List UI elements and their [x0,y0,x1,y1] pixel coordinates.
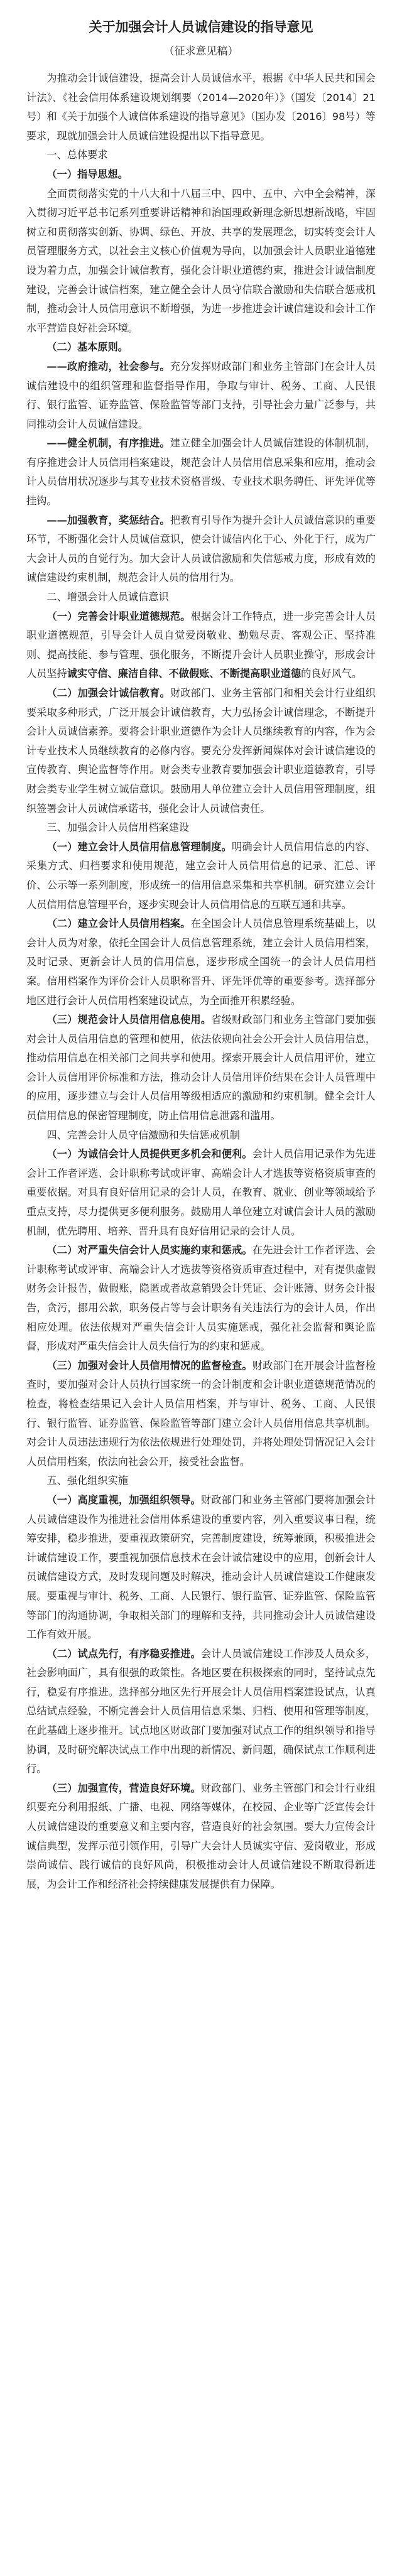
paragraph [26,69,376,146]
document-title: 关于加强会计人员诚信建设的指导意见 [89,19,313,35]
emphasis-text: （一）建立会计人员信用信息管理制度。 [46,840,232,853]
emphasis-text: （一）为诚信会计人员提供更多机会和便利。 [46,1148,253,1161]
body-text: 在先进会计工作者评选、会计职称考试或评审、高端会计人才选拔等资格资质审查过程中，对有提供虚假财务会计报告，做假账，隐匿或者故意销毁会计凭证、会计账簿、财务会计报告，贪污，挪用公款，职务侵占等与会计职务有关违法行为的会计人员，作出相应处理。依法依规对严重失信会计人员实施惩戒，强化社会监督和舆论监督，形成对严重失信会计人员失信行为的约束和惩戒。 [26,1244,376,1353]
emphasis-text: （三）加强宣传，营造良好环境。 [46,1782,201,1794]
body-text: 明确会计人员信用信息的内容、采集方式、归档要求和使用规范，建立会计人员信用信息的记录、汇总、评价、公示等一系列制度，形成统一的信用信息采集和共享机制。研究建立会计人员信用信息管理平台，逐步实现会计人员信用信息的互联互通和共享。 [26,840,376,911]
body-text: 三、加强会计人员信用档案建设 [46,821,190,834]
emphasis-text: 诚实守信、廉洁自律、不做假账、不断提高职业道德 [67,668,302,680]
body-text: 会计人员信用记录作为先进会计工作者评选、会计职称考试或评审、高端会计人才选拔等资格资质审查的重要依据。对具有良好信用记录的会计人员，在教育、就业、创业等领域给予重点支持，尽力提供更多便利服务。鼓励用人单位建立对诚信会计人员的激励机制，优先聘用、培养、晋升具有良好信用记录的会计人员。 [26,1148,376,1237]
emphasis-text: （二）建立会计人员信用档案。 [46,917,191,930]
body-text: 财政部门、业务主管部门和相关会计行业组织要采取多种形式，广泛开展会计诚信教育，大力弘扬会计诚信理念，不断提升会计人员诚信素养。要将会计职业道德作为会计人员继续教育的内容，作为会计专业技术人员继续教育的必修内容。要充分发挥新闻媒体对会计诚信建设的宣传教育、舆论监督等作用。财会类专业教育要加强会计职业道德教育，引导财会类专业学生树立诚信意识。鼓励用人单位建立会计人员信用管理制度，组织签署会计人员诚信承诺书，强化会计人员诚信责任。 [26,687,376,814]
section-heading [26,1126,376,1145]
body-text: 一、总体要求 [46,149,108,161]
paragraph [26,185,376,338]
paragraph [26,1645,376,1779]
section-heading [26,588,376,607]
body-text: 五、强化组织实施 [46,1475,128,1487]
body-text: 二、增强会计人员诚信意识 [46,591,169,603]
body-text: 全面贯彻落实党的十八大和十八届三中、四中、五中、六中全会精神，深入贯彻习近平总书记系列重要讲话精神和治国理政新理念新思想新战略，牢固树立和贯彻落实创新、协调、绿色、开放、共享的发展理念，切实转变会计人员管理服务方式，以社会主义核心价值观为导向，以加强会计人员职业道德建设为着力点，加强会计诚信教育，强化会计职业道德约束，推进会计诚信制度建设，完善会计诚信档案，建立健全会计人员守信联合激励和失信联合惩戒机制，推动会计人员信用意识不断增强，为进一步推进会计诚信建设和会计工作水平营造良好社会环境。 [26,187,376,334]
emphasis-text: ——加强教育，奖惩结合。 [46,514,170,526]
section-heading [26,338,376,357]
body-text: 把教育引导作为提升会计人员诚信意识的重要环节，不断强化会计人员诚信意识，使会计诚信内化于心、外化于行，成为广大会计人员的自觉行为。加大会计人员诚信激励和失信惩戒力度，形成有效的诚信建设约束机制，规范会计人员的信用行为。 [26,514,376,584]
body-text: 为推动会计诚信建设，提高会计人员诚信水平，根据《中华人民共和国会计法》、《社会信用体系建设规划纲要（2014—2020年）》（国发〔2014〕21号）和《关于加强个人诚信体系建设的指导意见》（国办发〔2016〕98号）等要求，现就加强会计人员诚信建设提出以下指导意见。 [26,72,376,142]
document-body [26,69,376,1894]
emphasis-text: ——健全机制，有序推进。 [46,437,170,450]
paragraph [26,1010,376,1126]
body-text: 建立健全加强会计人员诚信建设的体制机制，有序推进会计人员信用档案建设，规范会计人员信用信息采集和应用，推动会计人员信用状况逐步与其专业技术资格晋级、专业技术职务聘任、评先评优等挂钩。 [26,437,376,507]
emphasis-text: （一）指导思想。 [46,168,128,180]
paragraph [26,1356,376,1472]
emphasis-text: （一）高度重视，加强组织领导。 [46,1493,201,1506]
body-text: 四、完善会计人员守信激励和失信惩戒机制 [46,1128,240,1141]
body-text: 根据会计工作特点，进一步完善会计人员职业道德规范，引导会计人员自觉爱岗敬业、勤勉尽责、客观公正、坚持准则、提高技能、参与管理、强化服务，不断提升会计人员职业操守，形成会计人员坚持 [26,610,376,680]
emphasis-text: （三）规范会计人员信用信息使用。 [46,1014,212,1026]
paragraph [26,838,376,914]
section-heading [26,818,376,838]
paragraph [26,357,376,434]
body-text: 会计人员诚信建设工作涉及人员众多，社会影响面广，具有很强的政策性。各地区要在积极探索的同时，坚持试点先行，稳妥有序推进。选择部分地区先行开展会计人员信用档案建设试点，认真总结试点经验，不断完善会计人员信用信息采集、归档、使用和管理等制度，在此基础上逐步推开。试点地区财政部门要加强对试点工作的组织领导和指导协调，及时研究解决试点工作中出现的新情况、新问题，确保试点工作顺利进行。 [26,1647,376,1775]
body-text: 省级财政部门和业务主管部门要加强对会计人员信用信息的管理和使用，依法依规向社会公开会计人员信用信息，推动信用信息在相关部门之间共享和使用。探索开展会计人员信用评价，建立会计人员信用评价标准和方法，推动会计人员信用评价结果在会计人员管理中的应用，逐步建立与会计人员信用等级相适应的激励和约束机制。健全会计人员信用信息的保密管理制度，防止信用信息泄露和滥用。 [26,1014,376,1122]
emphasis-text: （二）对严重失信会计人员实施约束和惩戒。 [46,1244,253,1257]
paragraph [26,684,376,818]
emphasis-text: （一）完善会计职业道德规范。 [46,610,191,622]
paragraph [26,434,376,511]
emphasis-text: （二）加强会计诚信教育。 [46,687,170,699]
paragraph [26,607,376,684]
emphasis-text: （三）加强对会计人员信用情况的监督检查。 [46,1359,253,1372]
body-text: 在全国会计人员信息管理系统基础上，以会计人员为对象，依托全国会计人员信息管理系统，建立会计人员信用档案，及时记录、更新会计人员的信用信息，逐步形成全国统一的会计人员信用档案。信用档案作为评价会计人员职称晋升、评先评优等的重要参考。选择部分地区进行会计人员信用档案建设试点，为全面推开积累经验。 [26,917,376,1007]
paragraph [26,1779,376,1895]
paragraph [26,914,376,1010]
emphasis-text: ——政府推动，社会参与。 [46,360,170,372]
section-heading [26,146,376,165]
body-text: 财政部门和业务主管部门要将加强会计人员诚信建设作为推进社会信用体系建设的重要内容，列入重要议事日程，统筹安排，稳步推进，要重视政策研究，完善制度建设，统筹兼顾，积极推进会计诚信建设工作，要重视加强信息技术在会计诚信建设中的应用，创新会计人员诚信建设方式，及时发现问题及时解决，推动会计人员诚信建设工作健康发展。要重视与审计、税务、工商、人民银行、银行监管、证券监管、保险监管等部门的沟通协调，争取相关部门的理解和支持，共同推动会计人员诚信建设工作有效开展。 [26,1493,376,1641]
emphasis-text: （二）试点先行，有序稳妥推进。 [46,1647,201,1660]
section-heading [26,165,376,185]
body-text: 财政部门在开展会计监督检查时，要加强对会计人员执行国家统一的会计制度和会计职业道德规范情况的检查，将检查结果记入会计人员信用档案，并与审计、税务、工商、人民银行、银行监管、证券监管、保险监管等部门建立会计人员信用信息共享机制。对会计人员违法违规行为依法依规进行处理处罚，并将处理处罚情况记入会计人员信用档案，依法向社会公开，接受社会监督。 [26,1359,376,1468]
paragraph [26,1491,376,1645]
paragraph [26,1241,376,1356]
body-text: 财政部门、业务主管部门和会计行业组织要充分利用报纸、广播、电视、网络等媒体，在校园、企业等广泛宣传会计人员诚信建设的重要意义和主要内容，营造良好的社会氛围。要大力宣传会计诚信典型，发挥示范引领作用，引导广大会计人员诚实守信、爱岗敬业，形成崇尚诚信、践行诚信的良好风尚，积极推动会计人员诚信建设不断取得新进展，为会计工作和经济社会持续健康发展提供有力保障。 [26,1782,376,1890]
body-text: 的良好风气。 [301,668,362,680]
paragraph [26,1145,376,1241]
document-subtitle: （征求意见稿） [163,45,239,58]
emphasis-text: （二）基本原则。 [46,341,128,354]
section-heading [26,1471,376,1491]
body-text: 充分发挥财政部门和业务主管部门在会计人员诚信建设中的组织管理和监督指导作用，争取与审计、税务、工商、人民银行、银行监管、证券监管、保险监管等部门支持，引导社会力量广泛参与，共同推动会计人员诚信建设。 [26,360,376,430]
paragraph [26,511,376,588]
